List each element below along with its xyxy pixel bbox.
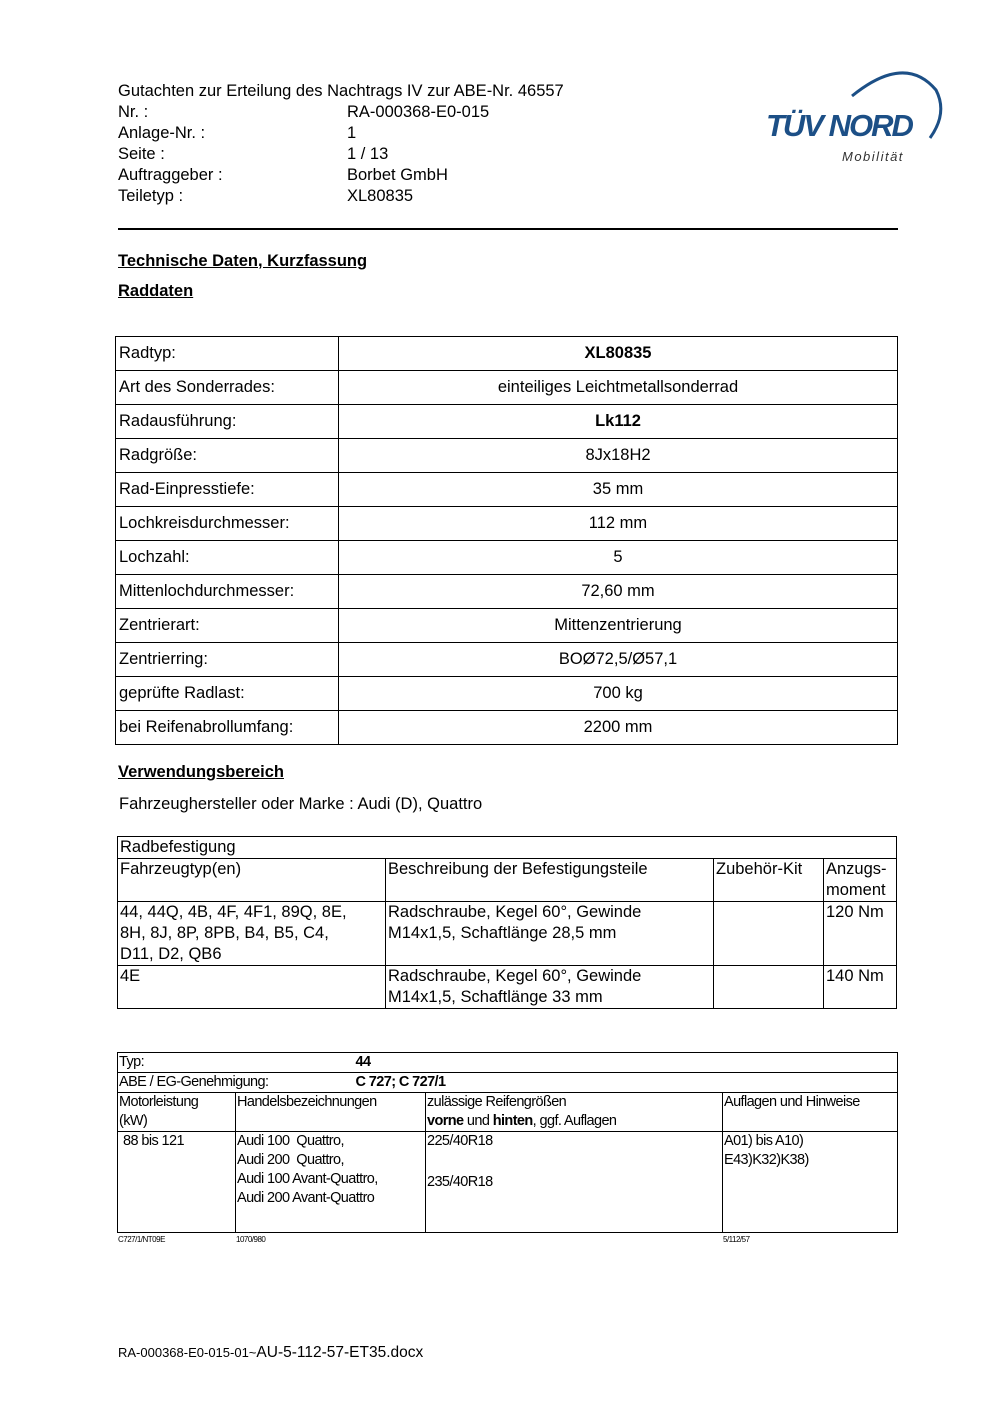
reifengroessen-cell — [426, 1132, 723, 1233]
cell-line: 44, 44Q, 4B, 4F, 4F1, 89Q, 8E, — [120, 903, 347, 921]
spacer — [427, 1151, 721, 1173]
table-row — [116, 439, 898, 473]
raddaten-label: Zentrierart: — [116, 609, 339, 643]
header-line: Motorleistung — [119, 1094, 199, 1110]
anzugsmoment-cell: 140 Nm — [824, 966, 897, 1009]
table-row — [116, 575, 898, 609]
cell-line: D11, D2, QB6 — [120, 945, 222, 963]
cell-line: Audi 200 Quattro, — [237, 1152, 344, 1168]
abe-label: ABE / EG-Genehmigung: — [119, 1074, 269, 1090]
footer-filename: AU-5-112-57-ET35.docx — [256, 1344, 424, 1361]
header-field-seite — [118, 144, 564, 165]
column-header-reifengroessen — [426, 1093, 723, 1132]
table-row — [116, 541, 898, 575]
column-header-anzugsmoment — [824, 859, 897, 902]
raddaten-label: Radtyp: — [116, 337, 339, 371]
cell-line: Radschraube, Kegel 60°, Gewinde — [388, 903, 642, 921]
motorleistung-value: 88 bis 121 — [123, 1133, 184, 1149]
raddaten-label: Lochkreisdurchmesser: — [116, 507, 339, 541]
raddaten-table — [115, 336, 898, 745]
cell-line: 235/40R18 — [427, 1174, 493, 1190]
radbefestigung-table — [117, 836, 897, 1009]
table-row — [116, 507, 898, 541]
cell-line: Radschraube, Kegel 60°, Gewinde — [388, 967, 642, 985]
raddaten-value: Mittenzentrierung — [339, 609, 898, 643]
document-footer — [118, 1344, 423, 1362]
cell-line: Audi 100 Avant-Quattro, — [237, 1171, 378, 1187]
raddaten-label: Rad-Einpresstiefe: — [116, 473, 339, 507]
vorne-label: vorne — [427, 1113, 464, 1129]
table-row — [118, 966, 897, 1009]
code-right: 5/112/57 — [723, 1235, 750, 1244]
und-label: und — [463, 1113, 493, 1129]
document-title: Gutachten zur Erteilung des Nachtrags IV zur ABE-Nr. 46557 — [118, 82, 564, 100]
raddaten-label: Art des Sonderrades: — [116, 371, 339, 405]
header-divider — [118, 228, 898, 230]
section-verwendungsbereich: Verwendungsbereich — [118, 763, 284, 781]
hinten-label: hinten — [492, 1113, 533, 1129]
typ-row — [118, 1053, 898, 1073]
header-field-auftraggeber — [118, 165, 564, 186]
header-line: zulässige Reifengrößen — [427, 1094, 567, 1110]
table-row — [116, 337, 898, 371]
cell-line: Audi 100 Quattro, — [237, 1133, 344, 1149]
raddaten-value: 5 — [339, 541, 898, 575]
cell-line: M14x1,5, Schaftlänge 28,5 mm — [388, 924, 617, 942]
abe-row — [118, 1073, 898, 1093]
header-key: Nr. : — [118, 103, 149, 121]
header-key: Anlage-Nr. : — [118, 124, 206, 142]
table-row — [116, 405, 898, 439]
footer-lead: RA-000368-E0-015-01~ — [118, 1345, 257, 1360]
cell-line: 225/40R18 — [427, 1133, 493, 1149]
beschreibung-cell — [386, 902, 714, 966]
raddaten-value: Lk112 — [339, 405, 898, 439]
header-value: 1 / 13 — [347, 145, 389, 163]
table-row — [118, 1093, 898, 1132]
raddaten-value: BOØ72,5/Ø57,1 — [339, 643, 898, 677]
cell-line: E43)K32)K38) — [724, 1152, 809, 1168]
table-row — [116, 371, 898, 405]
cell-line: 8H, 8J, 8P, 8PB, B4, B5, C4, — [120, 924, 329, 942]
column-header: Zubehör-Kit — [714, 859, 824, 902]
header-line: moment — [826, 881, 886, 899]
raddaten-label: Radgröße: — [116, 439, 339, 473]
beschreibung-cell — [386, 966, 714, 1009]
zubehoer-cell — [714, 902, 824, 966]
section-raddaten: Raddaten — [118, 282, 194, 300]
raddaten-label: Mittenlochdurchmesser: — [116, 575, 339, 609]
auflagen-suffix: , ggf. Auflagen — [532, 1113, 617, 1129]
raddaten-label: Radausführung: — [116, 405, 339, 439]
raddaten-value: 8Jx18H2 — [339, 439, 898, 473]
code-middle: 1070/980 — [236, 1235, 266, 1244]
column-header-auflagen: Auflagen und Hinweise — [723, 1093, 898, 1132]
header-value: Borbet GmbH — [347, 166, 448, 184]
raddaten-value: 2200 mm — [339, 711, 898, 745]
table-row — [116, 643, 898, 677]
zubehoer-cell — [714, 966, 824, 1009]
header-key: Auftraggeber : — [118, 166, 223, 184]
raddaten-value: 72,60 mm — [339, 575, 898, 609]
raddaten-label: bei Reifenabrollumfang: — [116, 711, 339, 745]
raddaten-value: 700 kg — [339, 677, 898, 711]
auflagen-cell — [723, 1132, 898, 1233]
raddaten-label: geprüfte Radlast: — [116, 677, 339, 711]
table-row — [118, 837, 897, 859]
typ-table — [117, 1052, 898, 1233]
header-value: RA-000368-E0-015 — [347, 103, 490, 121]
raddaten-label: Zentrierring: — [116, 643, 339, 677]
header-value: 1 — [347, 124, 357, 142]
table-row — [118, 1073, 898, 1093]
header-field-teiletyp — [118, 186, 564, 207]
header-line — [427, 1112, 721, 1131]
document-header — [118, 81, 564, 207]
table-row — [118, 1053, 898, 1073]
radbefestigung-title: Radbefestigung — [118, 837, 897, 859]
fahrzeughersteller-line: Fahrzeughersteller oder Marke : Audi (D), Quattro — [119, 795, 483, 813]
cell-line: Audi 200 Avant-Quattro — [237, 1190, 375, 1206]
table-row — [116, 677, 898, 711]
logo-name: TÜV NORD — [766, 108, 912, 143]
anzugsmoment-cell: 120 Nm — [824, 902, 897, 966]
header-key: Teiletyp : — [118, 187, 184, 205]
typ-value: 44 — [355, 1054, 371, 1070]
header-key: Seite : — [118, 145, 165, 163]
fahrzeugtyp-cell: 4E — [118, 966, 386, 1009]
raddaten-value: einteiliges Leichtmetallsonderrad — [339, 371, 898, 405]
raddaten-value: XL80835 — [339, 337, 898, 371]
column-header: Beschreibung der Befestigungsteile — [386, 859, 714, 902]
fahrzeugtyp-cell — [118, 902, 386, 966]
column-header: Fahrzeugtyp(en) — [118, 859, 386, 902]
section-technische-daten: Technische Daten, Kurzfassung — [118, 252, 368, 270]
raddaten-value: 112 mm — [339, 507, 898, 541]
header-line: (kW) — [119, 1113, 148, 1129]
raddaten-value: 35 mm — [339, 473, 898, 507]
abe-value: C 727; C 727/1 — [355, 1074, 446, 1090]
column-header-motorleistung — [118, 1093, 236, 1132]
code-left: C727/1/NT09E — [118, 1235, 165, 1244]
table-row — [116, 711, 898, 745]
handelsbezeichnungen-cell — [236, 1132, 426, 1233]
typ-label: Typ: — [119, 1054, 144, 1070]
table-row — [118, 859, 897, 902]
logo-subtitle: Mobilität — [842, 149, 904, 164]
cell-line: A01) bis A10) — [724, 1133, 804, 1149]
cell-line: M14x1,5, Schaftlänge 33 mm — [388, 988, 603, 1006]
table-row — [116, 609, 898, 643]
tuev-nord-logo — [760, 58, 945, 173]
header-field-anlage — [118, 123, 564, 144]
header-value: XL80835 — [347, 187, 414, 205]
raddaten-label: Lochzahl: — [116, 541, 339, 575]
column-header-handelsbezeichnungen: Handelsbezeichnungen — [236, 1093, 426, 1132]
table-row — [118, 1132, 898, 1233]
table-row — [116, 473, 898, 507]
table-row — [118, 902, 897, 966]
header-line: Anzugs- — [826, 860, 887, 878]
header-field-nr — [118, 102, 564, 123]
motorleistung-cell — [118, 1132, 236, 1233]
